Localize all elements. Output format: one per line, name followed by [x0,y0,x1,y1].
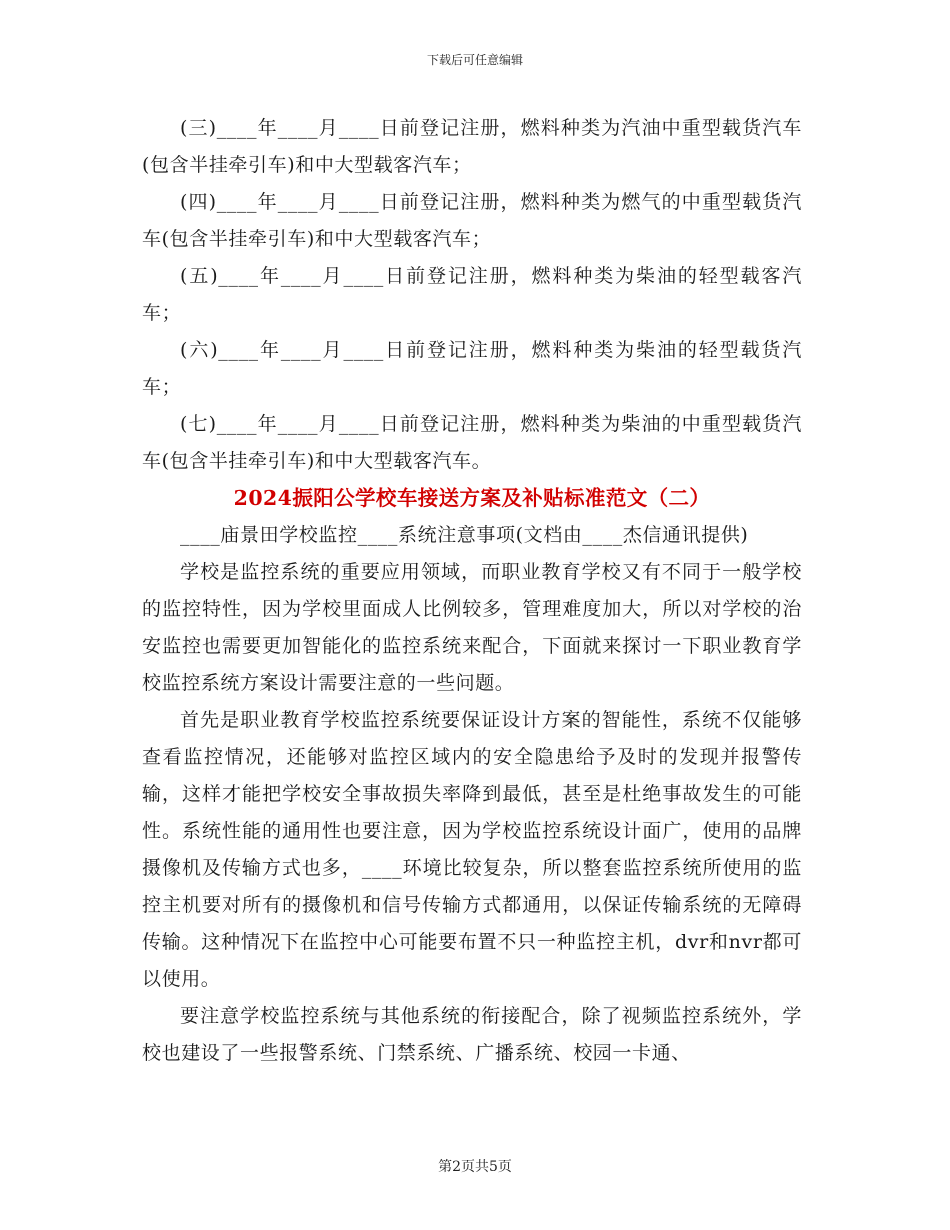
list-item: (七)____年____月____日前登记注册，燃料种类为柴油的中重型载货汽车(包含半挂牵引车)和中大型载客汽车。 [142,413,802,472]
paragraph: 学校是监控系统的重要应用领域，而职业教育学校又有不同于一般学校的监控特性，因为学校里面成人比例较多，管理难度加大，所以对学校的治安监控也需要更加智能化的监控系统来配合，下面就来探讨一下职业教育学校监控系统方案设计需要注意的一些问题。 [142,561,802,694]
list-item: (四)____年____月____日前登记注册，燃料种类为燃气的中重型载货汽车(包含半挂牵引车)和中大型载客汽车； [142,191,802,250]
list-item: (六)____年____月____日前登记注册，燃料种类为柴油的轻型载货汽车； [142,339,802,398]
paragraph: 要注意学校监控系统与其他系统的衔接配合，除了视频监控系统外，学校也建设了一些报警系统、门禁系统、广播系统、校园一卡通、 [142,1005,802,1064]
list-item: (五)____年____月____日前登记注册，燃料种类为柴油的轻型载客汽车； [142,265,802,324]
page-number: 第2页共5页 [438,1159,512,1175]
section-title: 2024振阳公学校车接送方案及补贴标准范文（二） [233,486,711,510]
document-body [142,110,802,1072]
paragraph: ____庙景田学校监控____系统注意事项(文档由____杰信通讯提供) [180,524,749,546]
paragraph: 首先是职业教育学校监控系统要保证设计方案的智能性，系统不仅能够查看监控情况，还能够对监控区域内的安全隐患给予及时的发现并报警传输，这样才能把学校安全事故损失率降到最低，甚至是杜绝事故发生的可能性。系统性能的通用性也要注意，因为学校监控系统设计面广，使用的品牌摄像机及传输方式也多，____环境比较复杂，所以整套监控系统所使用的监控主机要对所有的摄像机和信号传输方式都通用，以保证传输系统的无障碍传输。这种情况下在监控中心可能要布置不只一种监控主机，dvr和nvr都可以使用。 [142,709,802,990]
page-header-note: 下载后可任意编辑 [426,53,523,67]
list-item: (三)____年____月____日前登记注册，燃料种类为汽油中重型载货汽车(包含半挂牵引车)和中大型载客汽车； [142,117,802,176]
